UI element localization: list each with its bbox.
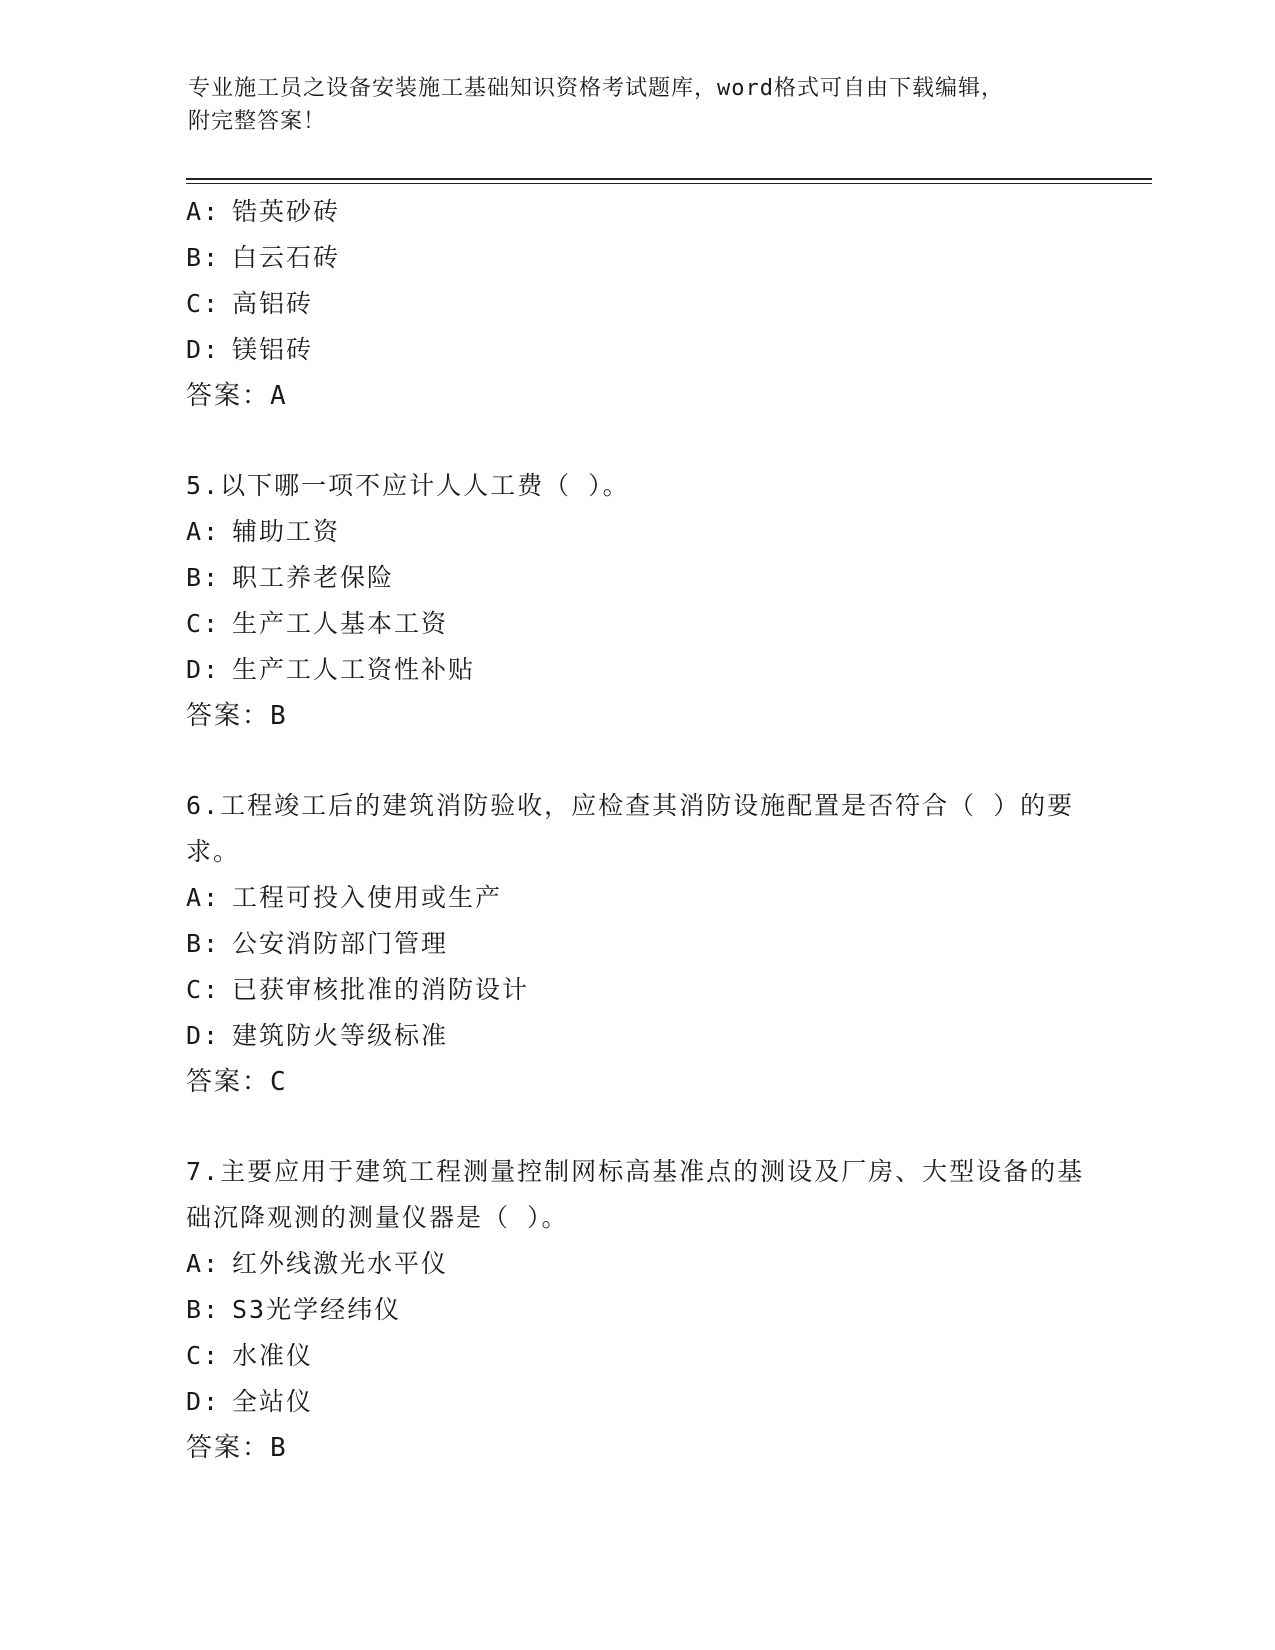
question-4	[186, 189, 1086, 419]
question-list	[186, 189, 1086, 1471]
answer-value: B	[270, 1433, 286, 1463]
option-text: 生产工人工资性补贴	[232, 655, 476, 684]
option-b	[186, 235, 1086, 281]
answer-line	[186, 1059, 1086, 1105]
option-letter: B:	[186, 243, 221, 272]
option-b	[186, 1287, 1086, 1333]
option-b	[186, 921, 1086, 967]
option-letter: A:	[186, 1249, 221, 1278]
option-c	[186, 1333, 1086, 1379]
header-line-2: 附完整答案！	[188, 109, 327, 134]
option-text: 红外线激光水平仪	[232, 1249, 449, 1278]
option-letter: C:	[186, 1341, 221, 1370]
question-text: 6.工程竣工后的建筑消防验收，应检查其消防设施配置是否符合（ ）的要求。	[186, 791, 1075, 866]
answer-label: 答案：	[186, 381, 271, 411]
answer-line	[186, 693, 1086, 739]
option-text: 锆英砂砖	[232, 197, 341, 226]
option-letter: A:	[186, 517, 221, 546]
option-letter: C:	[186, 289, 221, 318]
question-6	[186, 783, 1086, 1105]
option-d	[186, 1013, 1086, 1059]
option-text: 建筑防火等级标准	[232, 1021, 449, 1050]
answer-label: 答案：	[186, 1067, 271, 1097]
option-text: 职工养老保险	[232, 563, 395, 592]
header-divider-thick	[186, 178, 1152, 180]
option-c	[186, 281, 1086, 327]
option-text: 高铝砖	[232, 289, 314, 318]
option-letter: D:	[186, 335, 221, 364]
option-letter: D:	[186, 1021, 221, 1050]
option-letter: B:	[186, 563, 221, 592]
option-a	[186, 875, 1086, 921]
question-5	[186, 463, 1086, 739]
option-text: 镁铝砖	[232, 335, 314, 364]
question-text: 7.主要应用于建筑工程测量控制网标高基准点的测设及厂房、大型设备的基础沉降观测的测量仪器是（ ）。	[186, 1157, 1085, 1232]
answer-line	[186, 373, 1086, 419]
option-text: 公安消防部门管理	[232, 929, 449, 958]
question-text: 5.以下哪一项不应计人人工费（ ）。	[186, 471, 630, 500]
option-b	[186, 555, 1086, 601]
option-text: 已获审核批准的消防设计	[232, 975, 530, 1004]
answer-value: B	[270, 701, 286, 731]
option-letter: B:	[186, 1295, 221, 1324]
option-text: 全站仪	[232, 1387, 314, 1416]
answer-label: 答案：	[186, 701, 271, 731]
option-text: 生产工人基本工资	[232, 609, 449, 638]
option-a	[186, 509, 1086, 555]
option-text: 水准仪	[232, 1341, 314, 1370]
option-letter: A:	[186, 883, 221, 912]
option-a	[186, 189, 1086, 235]
header-line-1: 专业施工员之设备安装施工基础知识资格考试题库，word格式可自由下载编辑，	[188, 76, 1004, 101]
option-a	[186, 1241, 1086, 1287]
option-letter: C:	[186, 609, 221, 638]
option-text: S3光学经纬仪	[232, 1295, 402, 1324]
option-d	[186, 647, 1086, 693]
option-letter: A:	[186, 197, 221, 226]
answer-value: A	[270, 381, 286, 411]
answer-label: 答案：	[186, 1433, 271, 1463]
option-c	[186, 601, 1086, 647]
option-c	[186, 967, 1086, 1013]
answer-line	[186, 1425, 1086, 1471]
option-d	[186, 1379, 1086, 1425]
option-letter: D:	[186, 655, 221, 684]
option-letter: C:	[186, 975, 221, 1004]
option-text: 工程可投入使用或生产	[232, 883, 503, 912]
option-text: 白云石砖	[232, 243, 341, 272]
option-letter: D:	[186, 1387, 221, 1416]
option-text: 辅助工资	[232, 517, 341, 546]
option-letter: B:	[186, 929, 221, 958]
question-7	[186, 1149, 1086, 1471]
document-header	[188, 72, 1068, 138]
option-d	[186, 327, 1086, 373]
answer-value: C	[270, 1067, 286, 1097]
header-divider-thin	[186, 183, 1152, 184]
